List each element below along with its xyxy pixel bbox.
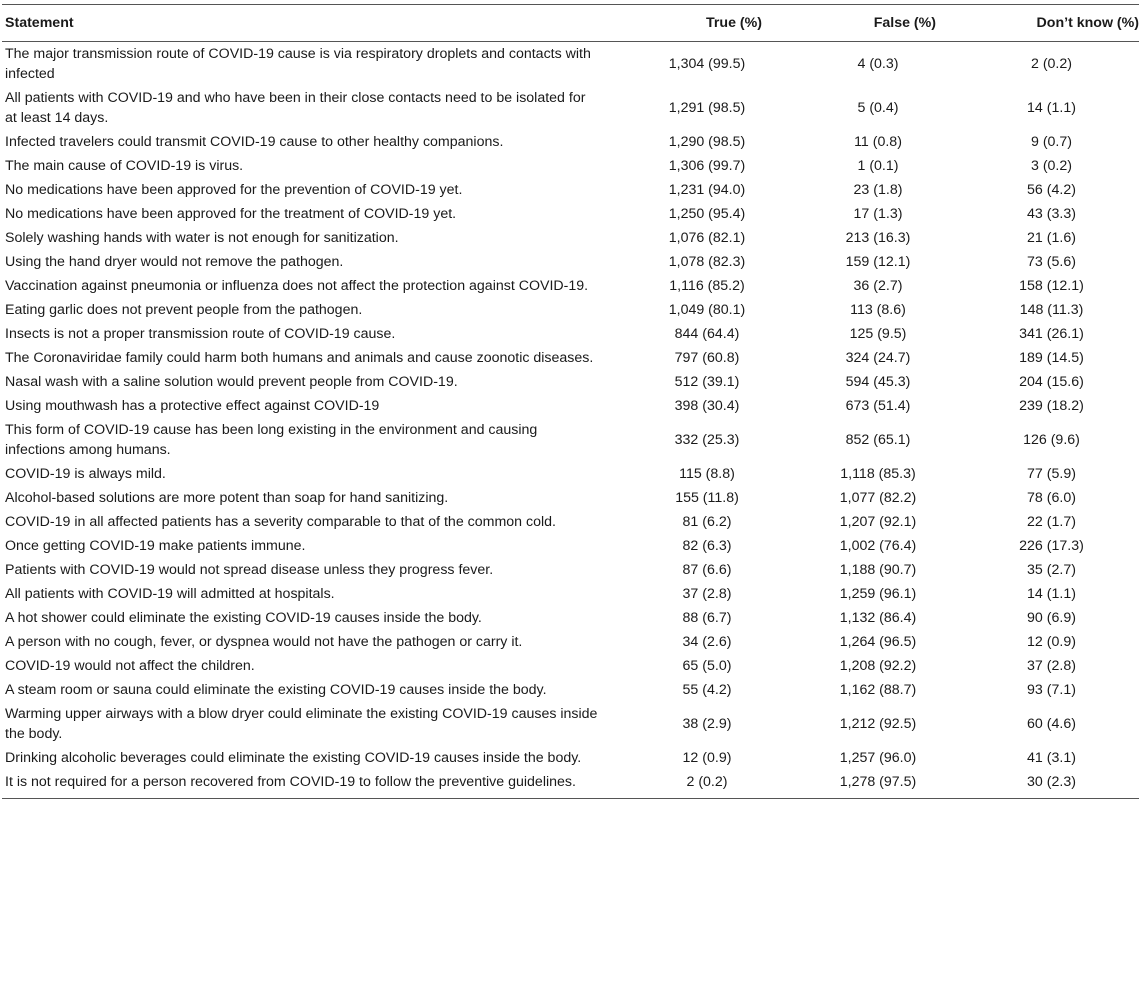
false-cell: 113 (8.6)	[850, 302, 906, 318]
true-cell: 115 (8.8)	[679, 466, 735, 482]
statement-cell: The major transmission route of COVID-19 cause is via respiratory droplets and contacts with infected	[5, 46, 591, 82]
table-row	[2, 702, 1139, 746]
statement-cell: COVID-19 is always mild.	[5, 466, 166, 482]
false-cell: 159 (12.1)	[845, 254, 911, 270]
true-cell: 155 (11.8)	[675, 490, 739, 506]
statement-cell: The Coronaviridae family could harm both humans and animals and cause zoonotic diseases.	[5, 350, 594, 366]
false-cell: 1,002 (76.4)	[839, 538, 917, 554]
dont-know-cell: 189 (14.5)	[1019, 350, 1084, 366]
statement-cell: COVID-19 would not affect the children.	[5, 658, 255, 674]
false-cell: 1,264 (96.5)	[839, 634, 917, 650]
statement-cell: Using the hand dryer would not remove the pathogen.	[5, 254, 344, 270]
dont-know-cell: 226 (17.3)	[1019, 538, 1084, 554]
statement-cell: It is not required for a person recovered from COVID-19 to follow the preventive guidelines.	[2, 770, 622, 799]
false-cell: 1,077 (82.2)	[839, 490, 917, 506]
table-body	[2, 42, 1139, 799]
true-cell: 88 (6.7)	[682, 610, 732, 626]
table-row	[2, 226, 1139, 250]
false-cell: 852 (65.1)	[845, 432, 911, 448]
table-row	[2, 654, 1139, 678]
true-cell: 1,049 (80.1)	[668, 302, 746, 318]
true-cell: 1,250 (95.4)	[668, 206, 746, 222]
true-cell: 65 (5.0)	[682, 658, 732, 674]
false-cell: 1 (0.1)	[857, 158, 899, 174]
table-row	[2, 370, 1139, 394]
true-cell: 37 (2.8)	[682, 586, 732, 602]
false-cell: 1,208 (92.2)	[839, 658, 917, 674]
dont-know-cell: 30 (2.3)	[964, 770, 1139, 799]
dont-know-cell: 2 (0.2)	[1030, 56, 1072, 72]
false-cell: 594 (45.3)	[845, 374, 911, 390]
dont-know-cell: 22 (1.7)	[1027, 514, 1076, 530]
true-cell: 512 (39.1)	[674, 374, 740, 390]
dont-know-cell: 21 (1.6)	[1027, 230, 1076, 246]
table-row	[2, 178, 1139, 202]
statement-cell: Insects is not a proper transmission route of COVID-19 cause.	[5, 326, 396, 342]
dont-know-cell: 204 (15.6)	[1019, 374, 1084, 390]
true-cell: 87 (6.6)	[682, 562, 732, 578]
true-cell: 81 (6.2)	[682, 514, 732, 530]
dont-know-cell: 35 (2.7)	[1027, 562, 1076, 578]
false-cell: 1,257 (96.0)	[839, 750, 917, 766]
statement-cell: Infected travelers could transmit COVID-19 cause to other healthy companions.	[5, 134, 504, 150]
table-row	[2, 558, 1139, 582]
table-row	[2, 274, 1139, 298]
dont-know-cell: 14 (1.1)	[1027, 586, 1076, 602]
dont-know-cell: 41 (3.1)	[1027, 750, 1076, 766]
statement-cell: All patients with COVID-19 and who have been in their close contacts need to be isolated for at least 14 days.	[5, 90, 586, 126]
header-row	[2, 5, 1139, 42]
header-true: True (%)	[622, 5, 792, 42]
table-row	[2, 678, 1139, 702]
false-cell: 324 (24.7)	[845, 350, 911, 366]
dont-know-cell: 90 (6.9)	[1027, 610, 1076, 626]
true-cell: 332 (25.3)	[674, 432, 740, 448]
statement-cell: Solely washing hands with water is not enough for sanitization.	[5, 230, 399, 246]
true-cell: 1,304 (99.5)	[668, 56, 746, 72]
false-cell: 673 (51.4)	[845, 398, 911, 414]
true-cell: 55 (4.2)	[682, 682, 732, 698]
dont-know-cell: 78 (6.0)	[1027, 490, 1076, 506]
false-cell: 213 (16.3)	[845, 230, 911, 246]
table-row	[2, 298, 1139, 322]
true-cell: 1,231 (94.0)	[668, 182, 746, 198]
table-row	[2, 606, 1139, 630]
table-row	[2, 462, 1139, 486]
false-cell: 1,188 (90.7)	[839, 562, 917, 578]
table-row	[2, 346, 1139, 370]
true-cell: 398 (30.4)	[674, 398, 740, 414]
true-cell: 1,116 (85.2)	[669, 278, 745, 294]
dont-know-cell: 126 (9.6)	[1023, 432, 1080, 448]
dont-know-cell: 77 (5.9)	[1027, 466, 1076, 482]
table-row	[2, 130, 1139, 154]
false-cell: 1,162 (88.7)	[839, 682, 917, 698]
knowledge-table	[2, 4, 1139, 799]
statement-cell: Patients with COVID-19 would not spread disease unless they progress fever.	[5, 562, 494, 578]
header-false: False (%)	[792, 5, 964, 42]
true-cell: 2 (0.2)	[622, 770, 792, 799]
table-row	[2, 582, 1139, 606]
statement-cell: Drinking alcoholic beverages could eliminate the existing COVID-19 causes inside the body.	[5, 750, 582, 766]
false-cell: 1,207 (92.1)	[839, 514, 917, 530]
false-cell: 17 (1.3)	[853, 206, 903, 222]
header-statement: Statement	[2, 5, 622, 42]
table-row	[2, 202, 1139, 226]
statement-cell: Once getting COVID-19 make patients immune.	[5, 538, 306, 554]
table-row	[2, 630, 1139, 654]
table-header	[2, 5, 1139, 42]
statement-cell: Vaccination against pneumonia or influenza does not affect the protection against COVID-19.	[5, 278, 589, 294]
dont-know-cell: 12 (0.9)	[1027, 634, 1076, 650]
false-cell: 1,259 (96.1)	[839, 586, 917, 602]
false-cell: 1,132 (86.4)	[839, 610, 917, 626]
dont-know-cell: 37 (2.8)	[1027, 658, 1076, 674]
table-row	[2, 42, 1139, 87]
table-row	[2, 418, 1139, 462]
dont-know-cell: 158 (12.1)	[1019, 278, 1084, 294]
statement-cell: Nasal wash with a saline solution would prevent people from COVID-19.	[5, 374, 458, 390]
statement-cell: Using mouthwash has a protective effect against COVID-19	[5, 398, 380, 414]
false-cell: 4 (0.3)	[857, 56, 899, 72]
true-cell: 82 (6.3)	[682, 538, 732, 554]
true-cell: 797 (60.8)	[674, 350, 740, 366]
statement-cell: No medications have been approved for the prevention of COVID-19 yet.	[5, 182, 463, 198]
table-row	[2, 322, 1139, 346]
dont-know-cell: 73 (5.6)	[1027, 254, 1076, 270]
table-row	[2, 154, 1139, 178]
statement-cell: All patients with COVID-19 will admitted at hospitals.	[5, 586, 335, 602]
true-cell: 34 (2.6)	[682, 634, 732, 650]
statement-cell: A person with no cough, fever, or dyspnea would not have the pathogen or carry it.	[5, 634, 523, 650]
false-cell: 5 (0.4)	[857, 100, 899, 116]
dont-know-cell: 239 (18.2)	[1019, 398, 1084, 414]
dont-know-cell: 14 (1.1)	[1027, 100, 1076, 116]
dont-know-cell: 56 (4.2)	[1027, 182, 1076, 198]
true-cell: 38 (2.9)	[682, 716, 732, 732]
true-cell: 1,078 (82.3)	[668, 254, 746, 270]
true-cell: 1,291 (98.5)	[668, 100, 746, 116]
false-cell: 11 (0.8)	[854, 134, 902, 150]
false-cell: 1,118 (85.3)	[840, 466, 916, 482]
dont-know-cell: 93 (7.1)	[1027, 682, 1076, 698]
false-cell: 1,278 (97.5)	[792, 770, 964, 799]
table-row	[2, 486, 1139, 510]
table-row	[2, 534, 1139, 558]
statement-cell: A hot shower could eliminate the existing COVID-19 causes inside the body.	[5, 610, 482, 626]
true-cell: 844 (64.4)	[674, 326, 740, 342]
statement-cell: COVID-19 in all affected patients has a severity comparable to that of the common cold.	[5, 514, 556, 530]
table-row	[2, 250, 1139, 274]
statement-cell: The main cause of COVID-19 is virus.	[5, 158, 244, 174]
true-cell: 1,306 (99.7)	[668, 158, 746, 174]
dont-know-cell: 148 (11.3)	[1019, 302, 1084, 318]
table-row	[2, 770, 1139, 799]
true-cell: 1,076 (82.1)	[668, 230, 746, 246]
false-cell: 125 (9.5)	[849, 326, 907, 342]
statement-cell: Eating garlic does not prevent people from the pathogen.	[5, 302, 363, 318]
false-cell: 36 (2.7)	[853, 278, 903, 294]
false-cell: 1,212 (92.5)	[839, 716, 917, 732]
header-dont-know: Don’t know (%)	[964, 5, 1139, 42]
false-cell: 23 (1.8)	[853, 182, 903, 198]
statement-cell: This form of COVID-19 cause has been long existing in the environment and causing infections among humans.	[5, 422, 538, 458]
table-row	[2, 394, 1139, 418]
statement-cell: Alcohol-based solutions are more potent than soap for hand sanitizing.	[5, 490, 449, 506]
dont-know-cell: 60 (4.6)	[1027, 716, 1076, 732]
dont-know-cell: 341 (26.1)	[1019, 326, 1084, 342]
table-row	[2, 86, 1139, 130]
true-cell: 1,290 (98.5)	[668, 134, 746, 150]
dont-know-cell: 9 (0.7)	[1030, 134, 1072, 150]
true-cell: 12 (0.9)	[682, 750, 732, 766]
statement-cell: A steam room or sauna could eliminate the existing COVID-19 causes inside the body.	[5, 682, 547, 698]
table-row	[2, 510, 1139, 534]
statement-cell: Warming upper airways with a blow dryer could eliminate the existing COVID-19 causes inside the body.	[5, 706, 598, 742]
statement-cell: No medications have been approved for the treatment of COVID-19 yet.	[5, 206, 457, 222]
table-row	[2, 746, 1139, 770]
dont-know-cell: 3 (0.2)	[1030, 158, 1072, 174]
dont-know-cell: 43 (3.3)	[1027, 206, 1076, 222]
